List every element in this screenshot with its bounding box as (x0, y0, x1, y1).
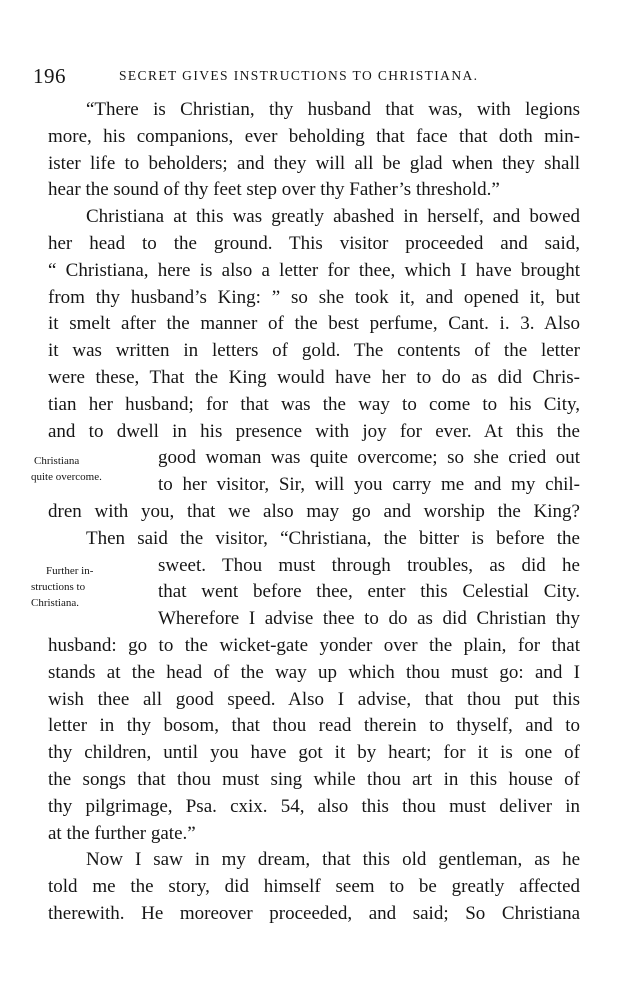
body-text (48, 97, 580, 928)
text-line: dren with you, that we also may go and worship the King? (48, 500, 580, 522)
text-line: wish thee all good speed. Also I advise, that thou put this (48, 688, 580, 710)
text-line: tian her husband; for that was the way to come to his City, (48, 393, 580, 415)
text-line: her head to the ground. This visitor proceeded and said, (48, 232, 580, 254)
text-line: at the further gate.” (48, 822, 196, 844)
marginal-note-line: Christiana (34, 455, 80, 467)
marginal-note-line: structions to (31, 581, 86, 593)
text-line: husband: go to the wicket-gate yonder over the plain, for that (48, 634, 580, 656)
text-line: thy children, until you have got it by heart; for it is one of (48, 742, 580, 764)
text-line: thy pilgrimage, Psa. cxix. 54, also this thou must deliver in (48, 795, 580, 817)
marginal-note-line: Christiana. (31, 597, 79, 609)
text-line: therewith. He moreover proceeded, and said; So Christiana (48, 902, 580, 924)
text-line: were these, That the King would have her to do as did Chris- (48, 366, 580, 388)
page-number: 196 (33, 64, 66, 88)
text-line: that went before thee, enter this Celestial City. (158, 581, 580, 603)
text-line: hear the sound of thy feet step over thy Father’s threshold.” (48, 179, 500, 201)
text-line: stands at the head of the way up which thou must go: and I (48, 661, 580, 683)
text-line: told me the story, did himself seem to be greatly affected (48, 876, 580, 898)
marginal-note-line: quite overcome. (31, 471, 102, 483)
marginal-note-line: Further in- (46, 565, 94, 577)
text-line: the songs that thou must sing while thou art in this house of (48, 768, 580, 790)
text-line: letter in thy bosom, that thou read therein to thyself, and to (48, 715, 580, 737)
text-line: sweet. Thou must through troubles, as did he (158, 554, 580, 576)
text-line: Christiana at this was greatly abashed in herself, and bowed (86, 206, 580, 228)
text-line: “ Christiana, here is also a letter for thee, which I have brought (48, 259, 580, 281)
text-line: more, his companions, ever beholding that face that doth min- (48, 125, 580, 147)
text-line: it smelt after the manner of the best perfume, Cant. i. 3. Also (48, 313, 580, 335)
text-line: from thy husband’s King: ” so she took it, and opened it, but (48, 286, 580, 308)
text-line: it was written in letters of gold. The contents of the letter (48, 340, 580, 362)
text-line: Then said the visitor, “Christiana, the bitter is before the (86, 527, 580, 549)
text-line: “There is Christian, thy husband that was, with legions (86, 99, 580, 120)
running-head: SECRET GIVES INSTRUCTIONS TO CHRISTIANA. (119, 68, 479, 83)
text-line: to her visitor, Sir, will you carry me and my chil- (158, 474, 580, 496)
text-line: good woman was quite overcome; so she cried out (158, 447, 580, 469)
page-header (33, 62, 613, 90)
text-line: and to dwell in his presence with joy for ever. At this the (48, 420, 580, 442)
text-line: Now I saw in my dream, that this old gentleman, as he (86, 849, 580, 871)
text-line: Wherefore I advise thee to do as did Christian thy (158, 608, 580, 630)
text-line: ister life to beholders; and they will all be glad when they shall (48, 152, 580, 174)
